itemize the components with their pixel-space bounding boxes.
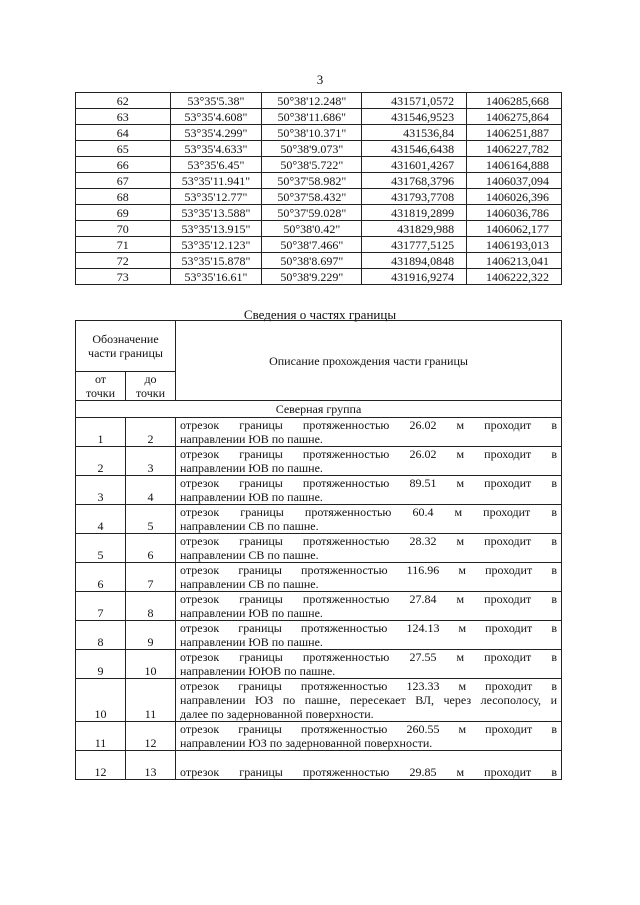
description-line: направлении ЮЗ по пашне, пересекает ВЛ, через лесополосу, и bbox=[180, 693, 557, 707]
table-cell: 69 bbox=[76, 205, 171, 221]
table-cell: 1406037,094 bbox=[467, 173, 562, 189]
table-cell: 50°38'10.371" bbox=[262, 125, 362, 141]
table-row bbox=[76, 650, 562, 679]
table-cell: 431768,3796 bbox=[362, 173, 467, 189]
table-cell: 64 bbox=[76, 125, 171, 141]
description-line: направлении ЮЗ по задернованной поверхности. bbox=[180, 736, 433, 750]
table-cell: 431536,84 bbox=[362, 125, 467, 141]
table-row bbox=[76, 447, 562, 476]
description-header: Описание прохождения части границы bbox=[176, 321, 562, 401]
table-cell: 1406164,888 bbox=[467, 157, 562, 173]
table-cell: 431916,9274 bbox=[362, 269, 467, 285]
table-cell: 53°35'12.77" bbox=[170, 189, 262, 205]
description-line: направлении СВ по пашне. bbox=[180, 577, 319, 591]
part-description bbox=[176, 650, 562, 679]
from-point: 2 bbox=[76, 447, 126, 476]
from-point: 4 bbox=[76, 505, 126, 534]
from-point: 3 bbox=[76, 476, 126, 505]
table-cell: 431894,0848 bbox=[362, 253, 467, 269]
part-description bbox=[176, 563, 562, 592]
from-point: 1 bbox=[76, 418, 126, 447]
table-cell: 53°35'13.915" bbox=[170, 221, 262, 237]
description-line: отрезок границы протяженностью 26.02 м проходит в bbox=[180, 418, 557, 432]
table-cell: 66 bbox=[76, 157, 171, 173]
table-row bbox=[76, 173, 562, 189]
table-cell: 1406275,864 bbox=[467, 109, 562, 125]
group-title: Северная группа bbox=[76, 401, 562, 418]
table-cell: 431819,2899 bbox=[362, 205, 467, 221]
table-row bbox=[76, 505, 562, 534]
table-row bbox=[76, 125, 562, 141]
table-row bbox=[76, 418, 562, 447]
description-line: отрезок границы протяженностью 116.96 м проходит в bbox=[180, 563, 557, 577]
coordinates-table bbox=[75, 92, 562, 285]
table-cell: 1406026,396 bbox=[467, 189, 562, 205]
description-line: направлении ЮВ по пашне. bbox=[180, 606, 323, 620]
table-row bbox=[76, 205, 562, 221]
to-point: 4 bbox=[126, 476, 176, 505]
from-point: 8 bbox=[76, 621, 126, 650]
description-line: направлении СВ по пашне. bbox=[180, 519, 319, 533]
to-point: 7 bbox=[126, 563, 176, 592]
designation-header: Обозначение части границы bbox=[76, 321, 176, 372]
table-cell: 50°38'7.466" bbox=[262, 237, 362, 253]
table-cell: 431793,7708 bbox=[362, 189, 467, 205]
header-row bbox=[76, 321, 562, 372]
part-description bbox=[176, 679, 562, 722]
table-cell: 50°38'11.686" bbox=[262, 109, 362, 125]
table-row bbox=[76, 269, 562, 285]
table-cell: 50°38'12.248" bbox=[262, 93, 362, 109]
table-cell: 50°38'0.42" bbox=[262, 221, 362, 237]
table-cell: 53°35'4.299" bbox=[170, 125, 262, 141]
table-cell: 1406227,782 bbox=[467, 141, 562, 157]
table-cell: 72 bbox=[76, 253, 171, 269]
from-point: 10 bbox=[76, 679, 126, 722]
table-row bbox=[76, 476, 562, 505]
table-cell: 431571,0572 bbox=[362, 93, 467, 109]
part-description bbox=[176, 751, 562, 780]
page-number: 3 bbox=[316, 72, 324, 87]
from-point: 9 bbox=[76, 650, 126, 679]
to-point: 2 bbox=[126, 418, 176, 447]
table-cell: 1406222,322 bbox=[467, 269, 562, 285]
group-row bbox=[76, 401, 562, 418]
table-cell: 50°38'9.229" bbox=[262, 269, 362, 285]
table-cell: 50°37'58.432" bbox=[262, 189, 362, 205]
table-row bbox=[76, 93, 562, 109]
description-line: отрезок границы протяженностью 27.84 м проходит в bbox=[180, 592, 557, 606]
description-line: направлении ЮВ по пашне. bbox=[180, 635, 323, 649]
table-cell: 70 bbox=[76, 221, 171, 237]
part-description bbox=[176, 505, 562, 534]
table-row bbox=[76, 221, 562, 237]
section-title: Сведения о частях границы bbox=[243, 307, 397, 322]
description-line: отрезок границы протяженностью 29.85 м проходит в bbox=[180, 765, 557, 779]
table-cell: 431546,6438 bbox=[362, 141, 467, 157]
to-point: 6 bbox=[126, 534, 176, 563]
table-row bbox=[76, 722, 562, 751]
table-cell: 50°37'58.982" bbox=[262, 173, 362, 189]
table-row bbox=[76, 751, 562, 780]
to-point: 9 bbox=[126, 621, 176, 650]
table-row bbox=[76, 563, 562, 592]
table-row bbox=[76, 141, 562, 157]
table-row bbox=[76, 534, 562, 563]
table-cell: 53°35'15.878" bbox=[170, 253, 262, 269]
from-point-header: от точки bbox=[76, 372, 126, 401]
table-cell: 53°35'4.633" bbox=[170, 141, 262, 157]
table-cell: 65 bbox=[76, 141, 171, 157]
part-description bbox=[176, 621, 562, 650]
from-point: 12 bbox=[76, 751, 126, 780]
table-cell: 431601,4267 bbox=[362, 157, 467, 173]
table-cell: 431829,988 bbox=[362, 221, 467, 237]
table-row bbox=[76, 679, 562, 722]
table-cell: 63 bbox=[76, 109, 171, 125]
table-cell: 53°35'12.123" bbox=[170, 237, 262, 253]
table-cell: 73 bbox=[76, 269, 171, 285]
table-cell: 431546,9523 bbox=[362, 109, 467, 125]
description-line: отрезок границы протяженностью 28.32 м проходит в bbox=[180, 534, 557, 548]
part-description bbox=[176, 418, 562, 447]
to-point: 13 bbox=[126, 751, 176, 780]
table-row bbox=[76, 109, 562, 125]
table-cell: 53°35'11.941" bbox=[170, 173, 262, 189]
part-description bbox=[176, 722, 562, 751]
table-cell: 67 bbox=[76, 173, 171, 189]
table-row bbox=[76, 189, 562, 205]
table-cell: 53°35'13.588" bbox=[170, 205, 262, 221]
description-line: направлении СВ по пашне. bbox=[180, 548, 319, 562]
table-cell: 68 bbox=[76, 189, 171, 205]
from-point: 7 bbox=[76, 592, 126, 621]
boundary-parts-table bbox=[75, 320, 562, 780]
description-line: отрезок границы протяженностью 260.55 м проходит в bbox=[180, 722, 557, 736]
table-cell: 1406062,177 bbox=[467, 221, 562, 237]
table-cell: 50°38'9.073" bbox=[262, 141, 362, 157]
part-description bbox=[176, 534, 562, 563]
table-cell: 1406193,013 bbox=[467, 237, 562, 253]
table-cell: 50°37'59.028" bbox=[262, 205, 362, 221]
table-cell: 50°38'8.697" bbox=[262, 253, 362, 269]
description-line: отрезок границы протяженностью 27.55 м проходит в bbox=[180, 650, 557, 664]
table-cell: 431777,5125 bbox=[362, 237, 467, 253]
to-point: 8 bbox=[126, 592, 176, 621]
description-line: отрезок границы протяженностью 60.4 м проходит в bbox=[180, 505, 557, 519]
description-line: направлении ЮВ по пашне. bbox=[180, 461, 323, 475]
description-line: направлении ЮЮВ по пашне. bbox=[180, 664, 336, 678]
part-description bbox=[176, 447, 562, 476]
table-cell: 1406036,786 bbox=[467, 205, 562, 221]
to-point: 12 bbox=[126, 722, 176, 751]
table-row bbox=[76, 621, 562, 650]
table-cell: 62 bbox=[76, 93, 171, 109]
table-cell: 71 bbox=[76, 237, 171, 253]
table-cell: 53°35'6.45" bbox=[170, 157, 262, 173]
table-row bbox=[76, 592, 562, 621]
to-point: 5 bbox=[126, 505, 176, 534]
description-line: отрезок границы протяженностью 26.02 м проходит в bbox=[180, 447, 557, 461]
to-point: 3 bbox=[126, 447, 176, 476]
to-point-header: до точки bbox=[126, 372, 176, 401]
table-cell: 53°35'4.608" bbox=[170, 109, 262, 125]
description-line: отрезок границы протяженностью 124.13 м проходит в bbox=[180, 621, 557, 635]
table-row bbox=[76, 237, 562, 253]
table-row bbox=[76, 253, 562, 269]
table-cell: 1406251,887 bbox=[467, 125, 562, 141]
table-cell: 1406285,668 bbox=[467, 93, 562, 109]
description-line: отрезок границы протяженностью 123.33 м проходит в bbox=[180, 679, 557, 693]
description-line: далее по задернованной поверхности. bbox=[180, 707, 374, 721]
table-row bbox=[76, 157, 562, 173]
table-cell: 50°38'5.722" bbox=[262, 157, 362, 173]
to-point: 10 bbox=[126, 650, 176, 679]
table-cell: 1406213,041 bbox=[467, 253, 562, 269]
description-line: отрезок границы протяженностью 89.51 м проходит в bbox=[180, 476, 557, 490]
table-cell: 53°35'16.61" bbox=[170, 269, 262, 285]
from-point: 6 bbox=[76, 563, 126, 592]
from-point: 11 bbox=[76, 722, 126, 751]
part-description bbox=[176, 476, 562, 505]
description-line: направлении ЮВ по пашне. bbox=[180, 490, 323, 504]
part-description bbox=[176, 592, 562, 621]
from-point: 5 bbox=[76, 534, 126, 563]
to-point: 11 bbox=[126, 679, 176, 722]
description-line: направлении ЮВ по пашне. bbox=[180, 432, 323, 446]
table-cell: 53°35'5.38" bbox=[170, 93, 262, 109]
